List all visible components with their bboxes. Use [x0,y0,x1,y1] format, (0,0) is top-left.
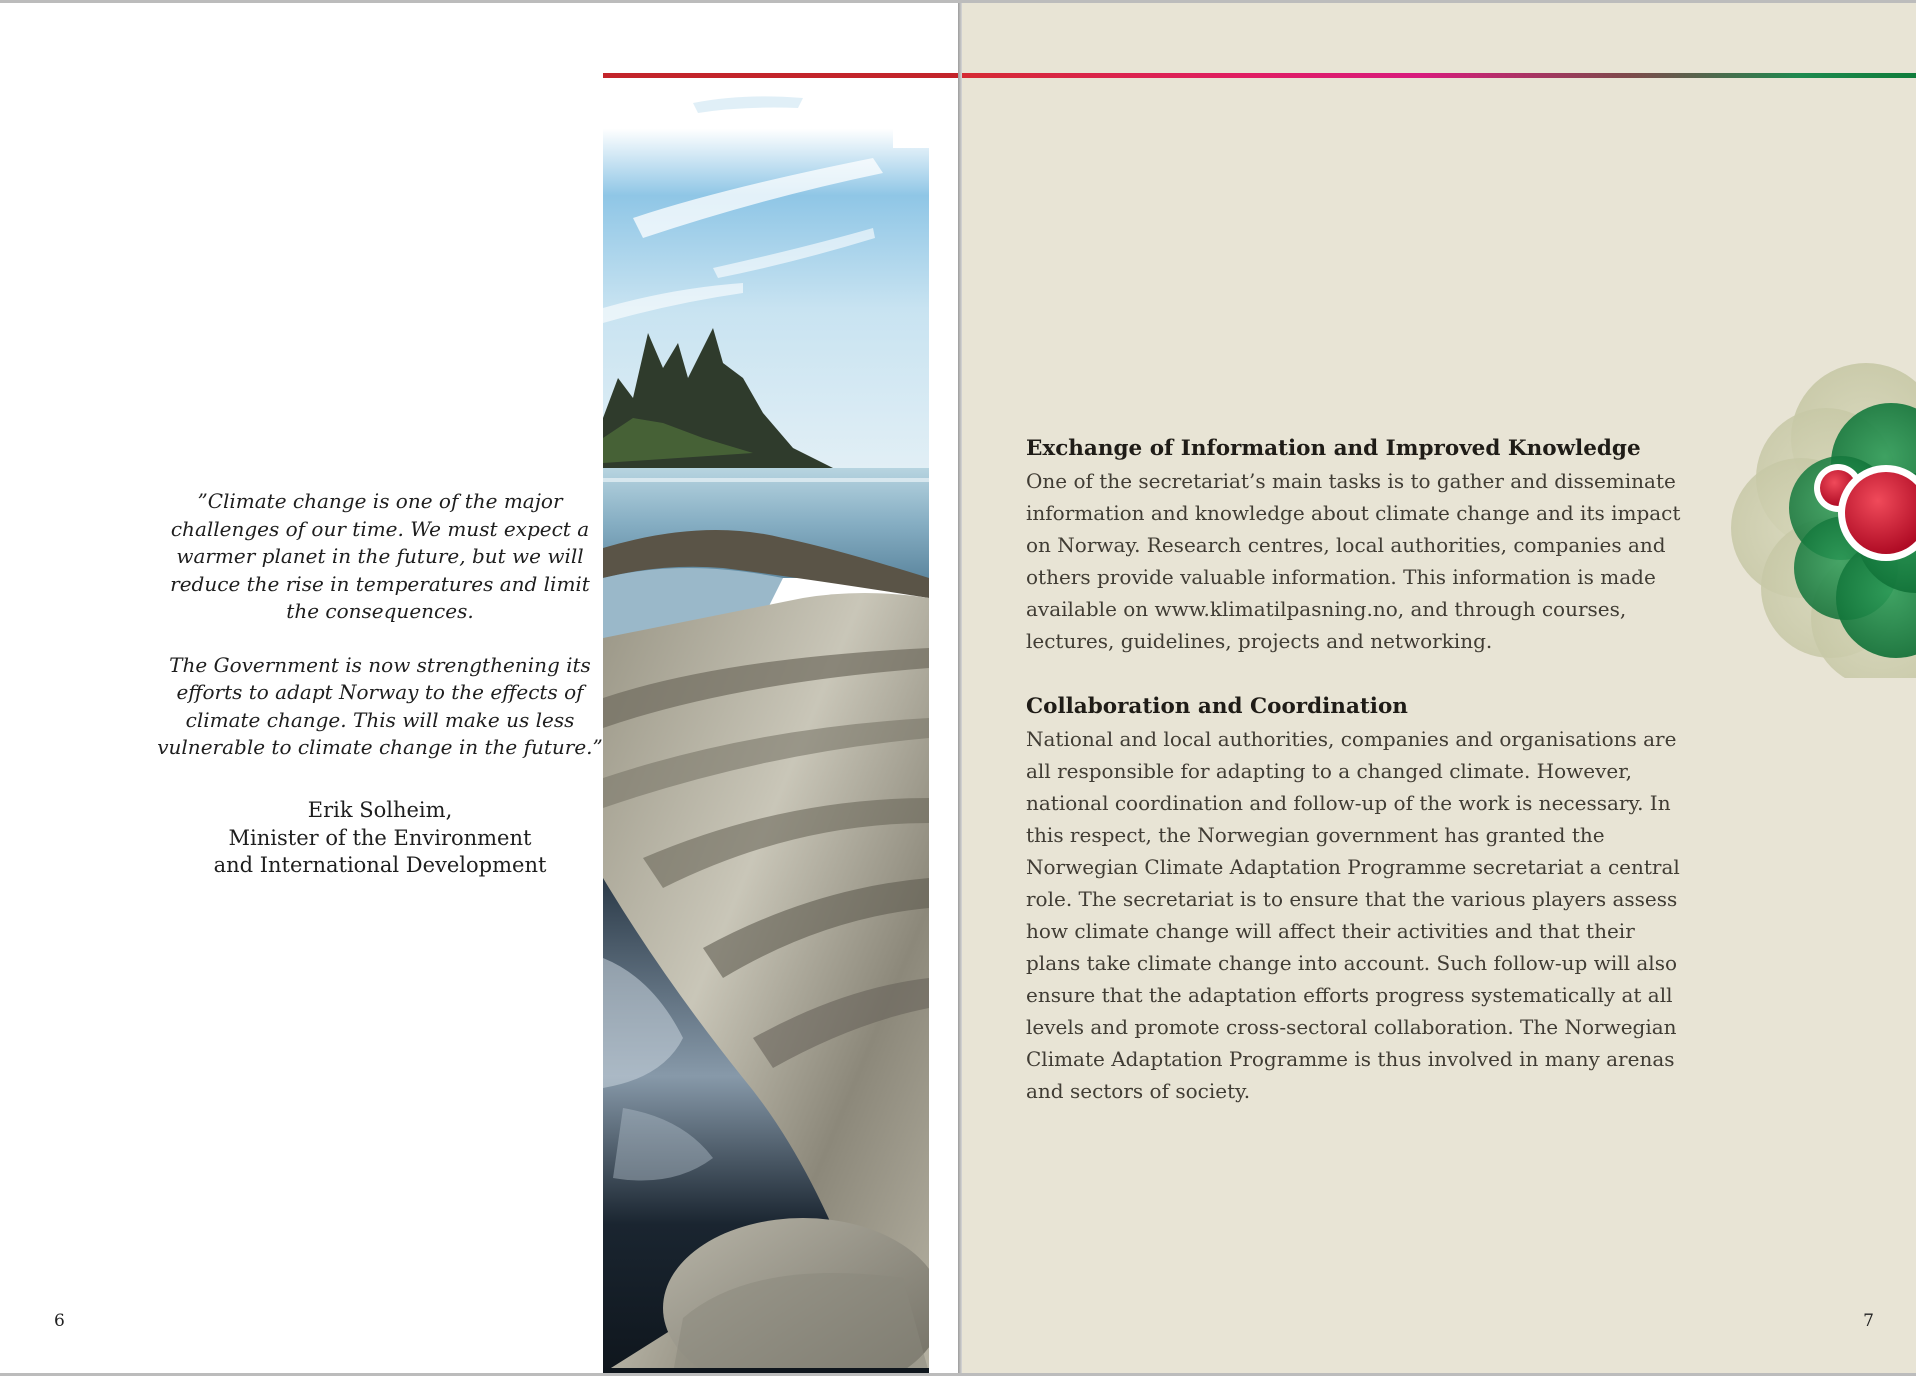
signature-role-line-1: Minister of the Environment [228,825,532,850]
quote-paragraph-1: ”Climate change is one of the major challenges of our time. We must expect a warmer planet in the future, but we will reduce the rise in temperatures and limit the consequences. [170,489,590,623]
norway-fjord-landscape-photo [603,78,929,1373]
quote-paragraph-2: The Government is now strengthening its efforts to adapt Norway to the effects of climate change. This will make us less vulnerable to climate change in the future.” [157,652,603,759]
signature-role-line-2: and International Development [213,853,547,877]
section-body: One of the secretariat’s main tasks is to gather and disseminate information and knowledge about climate change and its impact on Norway. Research centres, local authorities, companies and others provide valuable information. This information is made available on www.klimatilpasning.no, and through courses, lectures, guidelines, projects and networking. [1026,469,1681,653]
right-page-content [1026,433,1686,1141]
section-collaboration-coordination [1026,691,1686,1107]
flower-logo-icon [1716,358,1916,678]
brochure-spread [0,3,1916,1373]
right-page [962,3,1916,1373]
page-number-right: 7 [1863,1311,1874,1331]
page-number-left: 6 [54,1311,65,1331]
signature-name: Erik Solheim, [307,798,453,822]
minister-quote [155,488,605,788]
quote-signature [170,797,590,880]
section-body: National and local authorities, companies and organisations are all responsible for adapting to a changed climate. However, national coordination and follow-up of the work is necessary. In this respect, the Norwegian government has granted the Norwegian Climate Adaptation Programme secretariat a central role. The secretariat is to ensure that the various players assess how climate change will affect their activities and that their plans take climate change into account. Such follow-up will also ensure that the adaptation efforts progress systematically at all levels and promote cross-sectoral collaboration. The Norwegian Climate Adaptation Programme is thus involved in many arenas and sectors of society. [1026,727,1680,1103]
section-information-knowledge [1026,433,1686,657]
left-page [0,3,958,1373]
section-heading: Exchange of Information and Improved Knowledge [1026,436,1641,461]
landscape-photo [603,78,929,1373]
right-top-rule [962,73,1916,78]
section-heading: Collaboration and Coordination [1026,694,1408,719]
